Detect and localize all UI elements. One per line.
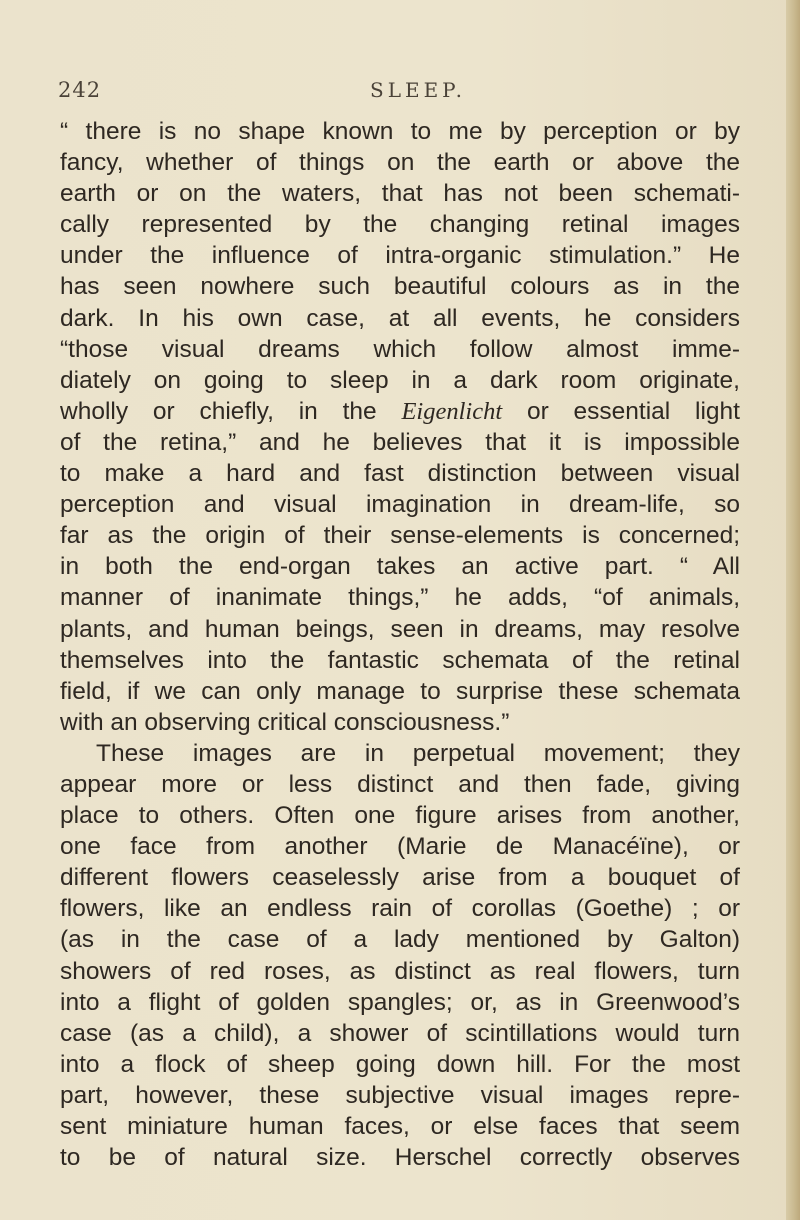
text-line-27: (as in the case of a lady mentioned by Galton) [60, 926, 740, 954]
text-line-3: earth or on the waters, that has not been schemati- [60, 180, 740, 208]
text-line-10-head: wholly or chiefly, in the [60, 397, 377, 425]
text-line-12: to make a hard and fast distinction between visual [60, 460, 740, 488]
text-line-25: different flowers ceaselessly arise from a bouquet of [60, 864, 740, 892]
text-line-31: into a flock of sheep going down hill. For the most [60, 1050, 740, 1078]
text-line-10 [60, 396, 740, 427]
text-line-9: diately on going to sleep in a dark room originate, [60, 366, 740, 394]
text-line-29: into a flight of golden spangles; or, as in Greenwood’s [60, 988, 740, 1016]
text-line-24: one face from another (Marie de Manacéïne), or [60, 833, 740, 861]
text-line-26: flowers, like an endless rain of corollas (Goethe) ; or [60, 895, 740, 923]
page-header [0, 78, 800, 108]
text-line-32: part, however, these subjective visual images repre- [60, 1081, 740, 1109]
eigenlicht-term: Eigenlicht [401, 397, 503, 425]
text-line-13: perception and visual imagination in dream-life, so [60, 491, 740, 519]
text-line-15: in both the end-organ takes an active part. “ All [60, 553, 740, 581]
text-line-28: showers of red roses, as distinct as real flowers, turn [60, 957, 740, 985]
text-line-1: “ there is no shape known to me by perception or by [60, 118, 740, 145]
text-line-16: manner of inanimate things,” he adds, “of animals, [60, 584, 740, 612]
text-line-20: with an observing critical consciousness.” [60, 708, 510, 736]
text-line-4: cally represented by the changing retinal images [60, 211, 740, 239]
text-line-5: under the influence of intra-organic stimulation.” He [60, 242, 740, 270]
text-line-23: place to others. Often one figure arises from another, [60, 802, 740, 830]
body-text [60, 116, 740, 1173]
text-line-30: case (as a child), a shower of scintillations would turn [60, 1019, 740, 1047]
text-line-11: of the retina,” and he believes that it is impossible [60, 428, 740, 456]
text-line-34: to be of natural size. Herschel correctly observes [60, 1144, 740, 1172]
text-line-17: plants, and human beings, seen in dreams, may resolve [60, 615, 740, 643]
text-line-22: appear more or less distinct and then fade, giving [60, 770, 740, 798]
text-line-2: fancy, whether of things on the earth or above the [60, 149, 740, 177]
text-line-19: field, if we can only manage to surprise these schemata [60, 677, 740, 705]
text-line-18: themselves into the fantastic schemata of the retinal [60, 646, 740, 674]
text-line-8: “those visual dreams which follow almost imme- [60, 335, 740, 363]
text-line-6: has seen nowhere such beautiful colours as in the [60, 273, 740, 301]
text-line-33: sent miniature human faces, or else faces that seem [60, 1113, 740, 1140]
text-line-21: These images are in perpetual movement; they [96, 739, 740, 767]
page-number: 242 [58, 78, 102, 102]
text-line-10-tail: or essential light [502, 397, 740, 425]
text-line-7: dark. In his own case, at all events, he considers [60, 304, 740, 332]
page-edge [786, 0, 800, 1220]
text-line-14: far as the origin of their sense-elements is concerned; [60, 522, 740, 550]
running-head: SLEEP. [370, 78, 466, 102]
